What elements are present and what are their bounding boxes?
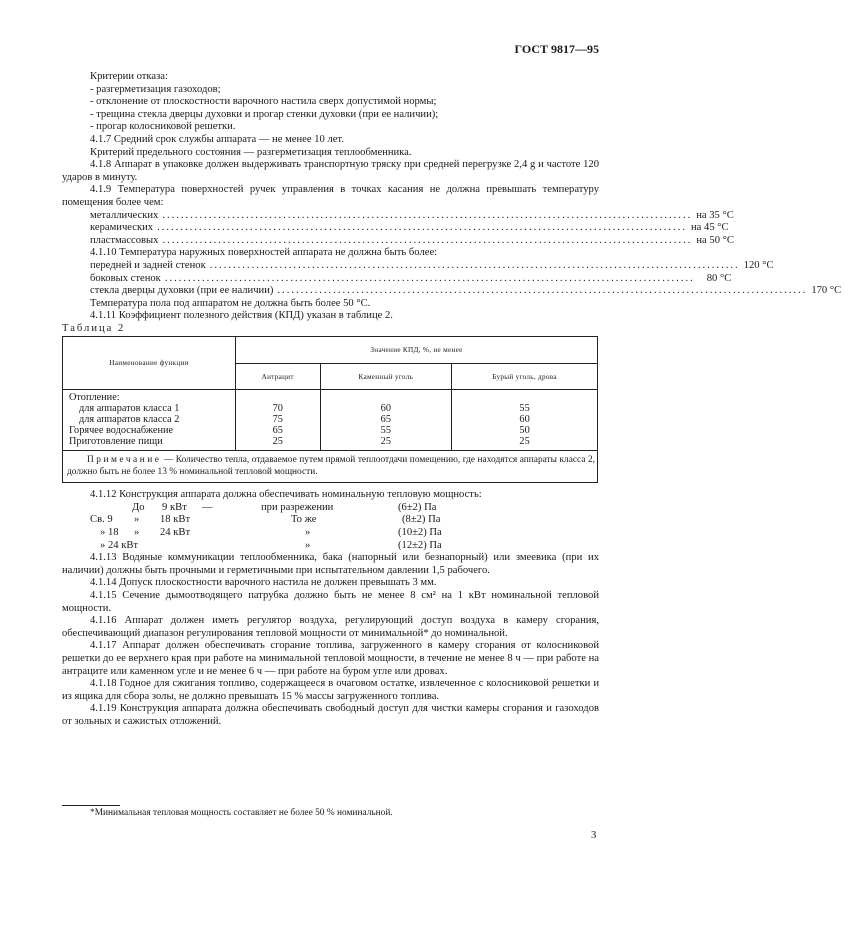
handle-temp-value: на 35 °С [696, 209, 734, 221]
floor-temperature: Температура пола под аппаратом не должна быть более 50 °С. [90, 297, 371, 309]
table-body [63, 390, 598, 451]
clause-4-1-16: 4.1.16 Аппарат должен иметь регулятор воздуха, регулирующий доступ воздуха в камеру сгорания, обеспечивающий диапазон регулирования тепловой мощности от минимальной* до номинальной. [62, 615, 599, 639]
footnote-rule [62, 805, 120, 806]
table-header-coal: Каменный уголь [320, 364, 452, 390]
row-label: Горячее водоснабжение [69, 424, 174, 436]
document-header: ГОСТ 9817—95 [514, 42, 599, 56]
clause-4-1-19: 4.1.19 Конструкция аппарата должна обеспечивать свободный доступ для чистки камеры сгорания и газоходов от зольных и сажистых отложений. [62, 703, 599, 727]
outer-temp-row [90, 285, 842, 298]
clause-4-1-13: 4.1.13 Водяные коммуникации теплообменника, бака (напорный или безнапорный) или змеевика (при их наличии) должны быть прочными и герметичными при испытательном давлении 1,5 рабочего. [62, 552, 599, 576]
handle-material: пластмассовых [90, 234, 159, 246]
handle-material: металлических [90, 209, 159, 221]
failure-criterion-1: - разгерметизация газоходов; [90, 83, 221, 95]
failure-criterion-3: - трещина стекла дверцы духовки и прогар стенки духовки (при ее наличии); [90, 108, 439, 120]
power-condition: » [305, 539, 311, 551]
power-condition: То же [291, 514, 317, 526]
surface-name: боковых стенок [90, 272, 161, 284]
limit-state-criterion: Критерий предельного состояния — разгерметизация теплообменника. [90, 146, 412, 158]
power-pressure: (12±2) Па [398, 539, 442, 551]
leader-dots: .................................................................................................................. [164, 272, 695, 284]
note-lead: Примечание [87, 455, 162, 466]
handle-material: керамических [90, 222, 154, 234]
failure-criteria-title: Критерии отказа: [90, 71, 168, 82]
power-range-start: » 24 кВт [100, 539, 139, 551]
leader-dots: .................................................................................................................. [162, 209, 693, 221]
document-body [62, 71, 842, 729]
failure-criterion-4: - прогар колосниковой решетки. [90, 121, 236, 133]
power-condition: » [305, 527, 311, 539]
table-coal-column [320, 390, 452, 451]
power-range-mid: 9 кВт [162, 501, 187, 513]
clause-4-1-15: 4.1.15 Сечение дымоотводящего патрубка должно быть не менее 8 см² на 1 кВт номинальной тепловой мощности. [62, 590, 599, 614]
power-range-mid: » [134, 514, 140, 526]
surface-temp-value: 120 °С [743, 259, 774, 271]
table-header-brown-coal: Бурый уголь, дрова [452, 364, 598, 390]
table-header-function: Наименование функции [63, 337, 236, 390]
power-condition: при разрежении [261, 501, 334, 513]
cell-value: 65 [272, 424, 283, 436]
row-label: Отопление: [69, 392, 120, 404]
surface-temp-value: 170 °С [811, 285, 842, 297]
power-row [90, 514, 599, 527]
clause-4-1-12: 4.1.12 Конструкция аппарата должна обеспечивать номинальную тепловую мощность: [90, 489, 482, 501]
note-text: — Количество тепла, отдаваемое путем прямой теплоотдачи помещению, где находятся аппараты класса 2, должно быть не более 13 % номинальной тепловой мощности. [67, 455, 595, 477]
cell-value: 60 [380, 403, 391, 415]
power-pressure: (6±2) Па [398, 501, 437, 513]
cell-value: 55 [519, 403, 530, 415]
cell-value: 25 [272, 435, 283, 447]
clause-4-1-14: 4.1.14 Допуск плоскостности варочного настила не должен превышать 3 мм. [90, 577, 437, 589]
power-range-end: 18 кВт [160, 514, 191, 526]
table-header-group: Значение КПД, %, не менее [236, 337, 598, 364]
power-range-start: До [132, 501, 145, 513]
leader-dots: .................................................................................................................. [209, 259, 740, 271]
cell-value: 70 [272, 403, 283, 415]
outer-temp-row [90, 272, 732, 286]
handle-temp-row [90, 234, 734, 248]
row-label: для аппаратов класса 2 [79, 414, 180, 426]
handle-temp-row [90, 222, 729, 235]
power-row [90, 502, 599, 515]
cell-value: 25 [380, 435, 391, 447]
surface-name: передней и задней стенок [90, 259, 206, 271]
leader-dots: .................................................................................................................. [277, 285, 808, 297]
cell-value: 75 [272, 414, 283, 426]
handle-temp-value: на 45 °С [691, 222, 729, 234]
page-number: 3 [591, 830, 597, 841]
cell-value: 50 [519, 424, 530, 436]
power-pressure: (8±2) Па [402, 514, 441, 526]
table-anthracite-column [236, 390, 321, 451]
failure-criterion-2: - отклонение от плоскостности варочного настила сверх допустимой нормы; [90, 96, 437, 108]
outer-temp-row [90, 259, 774, 273]
row-label: для аппаратов класса 1 [79, 403, 180, 415]
cell-value: 60 [519, 414, 530, 426]
power-range-start: Св. 9 [90, 514, 113, 526]
power-row [90, 527, 599, 540]
clause-4-1-9: 4.1.9 Температура поверхностей ручек управления в точках касания не должна превышать температуру помещения более чем: [62, 184, 599, 208]
surface-temp-value: 80 °С [706, 272, 732, 284]
efficiency-table [62, 336, 598, 483]
leader-dots: .................................................................................................................. [157, 222, 687, 234]
cell-value: 25 [519, 435, 530, 447]
power-range-start: » 18 [100, 527, 119, 539]
surface-name: стекла дверцы духовки (при ее наличии) [90, 285, 274, 297]
table-caption: Таблица 2 [62, 322, 126, 334]
clause-4-1-10: 4.1.10 Температура наружных поверхностей аппарата не должна быть более: [90, 247, 438, 259]
table-header-anthracite: Антрацит [236, 364, 321, 390]
clause-4-1-17: 4.1.17 Аппарат должен обеспечивать сгорание топлива, загруженного в камеру сгорания от колосниковой решетки до ее верхнего края при работе на минимальной тепловой мощности, в течение не менее 8 ч — при работе на антраците или каменном угле и не менее 6 ч — при работе на буром угле или дровах. [62, 640, 599, 677]
clause-4-1-18: 4.1.18 Годное для сжигания топливо, содержащееся в очаговом остатке, извлеченное с колосниковой решетки и из ящика для сбора золы, не должно превышать 15 % массы загруженного топлива. [62, 678, 599, 702]
power-pressure: (10±2) Па [398, 527, 442, 539]
clause-4-1-8: 4.1.8 Аппарат в упаковке должен выдерживать транспортную тряску при средней перегрузке 2,4 g и частоте 120 ударов в минуту. [62, 159, 599, 183]
power-range-end: 24 кВт [160, 527, 191, 539]
handle-temp-row [90, 209, 734, 223]
clause-4-1-11: 4.1.11 Коэффициент полезного действия (КПД) указан в таблице 2. [90, 310, 393, 322]
footnote: *Минимальная тепловая мощность составляет не более 50 % номинальной. [90, 808, 393, 818]
handle-temp-value: на 50 °С [696, 234, 734, 246]
table-note [63, 451, 598, 483]
cell-value: 65 [380, 414, 391, 426]
power-row [90, 540, 599, 553]
table-function-column [63, 390, 236, 451]
power-range-mid: » [134, 527, 140, 539]
cell-value: 55 [380, 424, 391, 436]
power-range-end: — [202, 501, 213, 513]
table-brown-coal-column [452, 390, 598, 451]
row-label: Приготовление пищи [69, 435, 163, 447]
clause-4-1-7: 4.1.7 Средний срок службы аппарата — не менее 10 лет. [90, 133, 344, 145]
leader-dots: .................................................................................................................. [162, 234, 693, 246]
